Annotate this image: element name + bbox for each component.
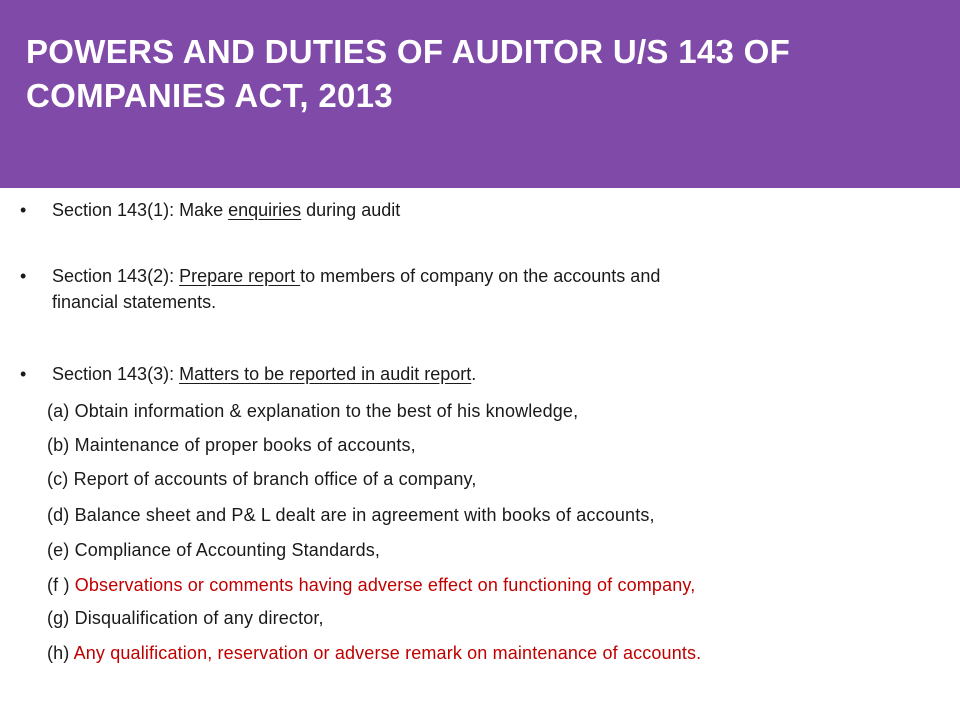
item-text-highlight: Any qualification, reservation or adverse remark on maintenance of accounts. <box>73 643 702 663</box>
item-label: (d) <box>47 505 75 525</box>
bullet-text <box>52 197 872 223</box>
item-label: (a) <box>47 401 75 421</box>
item-label: (h) <box>47 643 74 663</box>
underlined-term: enquiries <box>228 200 302 220</box>
plain-text: . <box>471 364 477 384</box>
underlined-term: Prepare report <box>179 266 301 286</box>
item-text: Balance sheet and P& L dealt are in agreement with books of accounts, <box>74 505 655 525</box>
section-label: Section 143(1): <box>52 200 180 220</box>
item-label: (b) <box>47 435 75 455</box>
item-text: Maintenance of proper books of accounts, <box>74 435 416 455</box>
item-text: Report of accounts of branch office of a company, <box>73 469 477 489</box>
list-item-g <box>47 605 927 631</box>
item-text-highlight: Observations or comments having adverse effect on functioning of company, <box>74 575 696 595</box>
plain-text: financial statements. <box>52 292 217 312</box>
plain-text: Make <box>179 200 229 220</box>
list-item-c <box>47 466 927 492</box>
list-item-d <box>47 502 927 528</box>
plain-text: during audit <box>301 200 401 220</box>
section-label: Section 143(3): <box>52 364 180 384</box>
bullet-text <box>52 361 872 387</box>
plain-text: to members of company on the accounts and <box>300 266 661 286</box>
bullet-text <box>52 263 872 315</box>
list-item-a <box>47 398 927 424</box>
underlined-term: Matters to be reported in audit report <box>179 364 472 384</box>
section-label: Section 143(2): <box>52 266 180 286</box>
item-label: (f ) <box>47 575 75 595</box>
item-text: Obtain information & explanation to the best of his knowledge, <box>74 401 579 421</box>
item-text: Compliance of Accounting Standards, <box>74 540 381 560</box>
list-item-e <box>47 537 927 563</box>
item-label: (c) <box>47 469 74 489</box>
list-item-h <box>47 640 927 666</box>
item-text: Disqualification of any director, <box>74 608 324 628</box>
slide-title-line-1: POWERS AND DUTIES OF AUDITOR U/S 143 OF <box>26 33 791 70</box>
bullet-dot-icon: • <box>20 200 27 220</box>
bullet-dot-icon: • <box>20 266 27 286</box>
item-label: (e) <box>47 540 75 560</box>
list-item-b <box>47 432 927 458</box>
list-item-f <box>47 572 927 598</box>
item-label: (g) <box>47 608 75 628</box>
bullet-dot-icon: • <box>20 364 27 384</box>
slide-title-line-2: COMPANIES ACT, 2013 <box>26 77 393 114</box>
